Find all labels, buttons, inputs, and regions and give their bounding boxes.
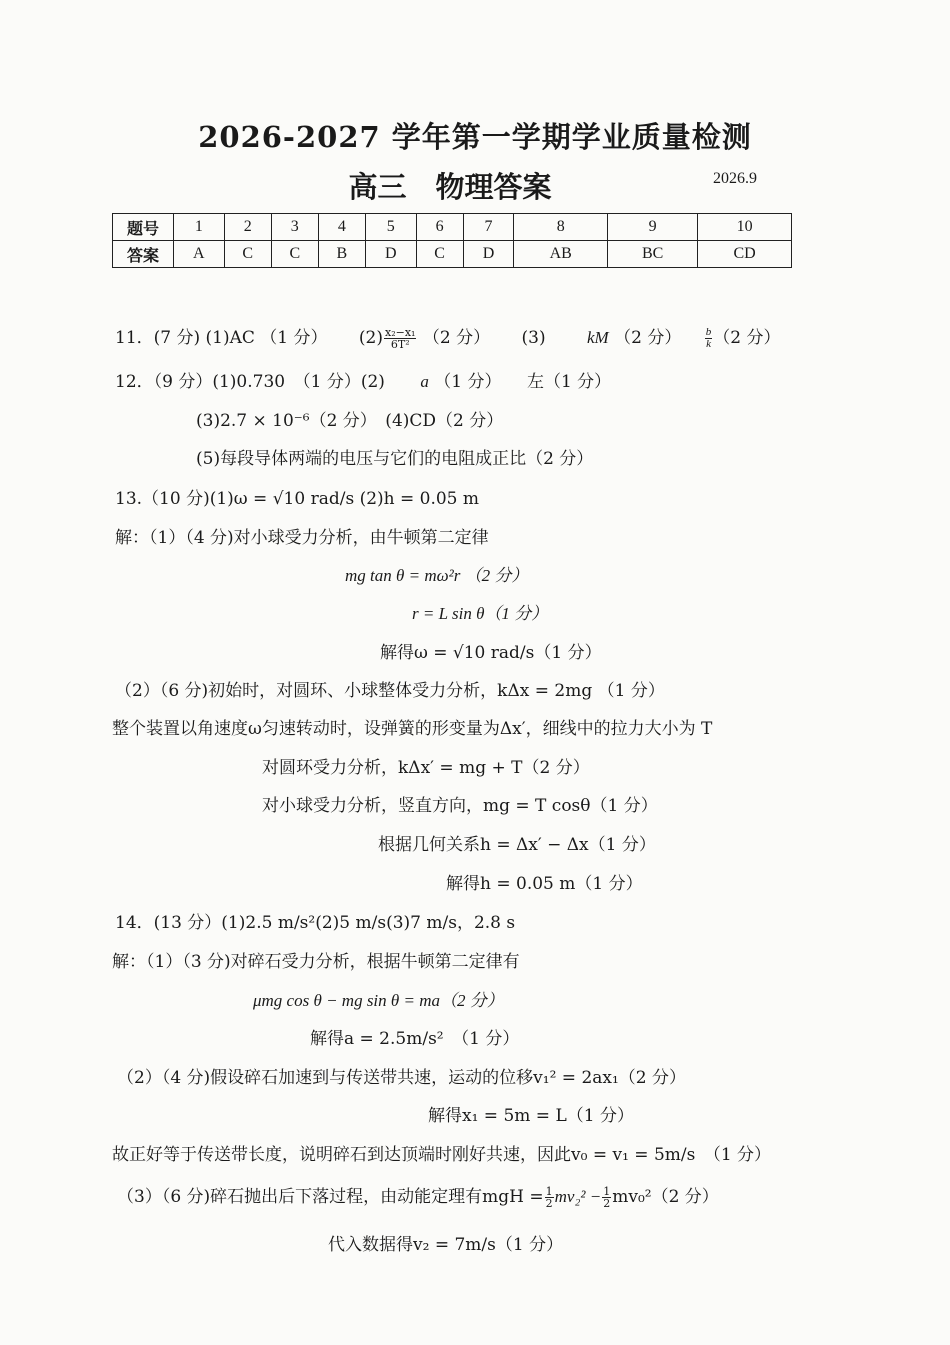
answer-cell: AB [514,241,608,268]
answer-row [113,241,792,268]
q13-equation-3: 解得ω = √10 rad/s（1 分） [380,643,602,663]
q11-part3-label: (3) [521,328,546,348]
q13-header: 13.（10 分)(1)ω = √10 rad/s (2)h = 0.05 m [115,489,480,509]
q14-solution-4 [117,1182,719,1209]
q14-fraction-half-1 [545,1186,554,1209]
q14-equation-3: 解得x₁ = 5m = L（1 分） [428,1106,634,1126]
q14-equation-2: 解得a = 2.5m/s² （1 分） [310,1029,520,1049]
q11-part4-fraction [705,327,713,350]
q13-equation-4: 对圆环受力分析，kΔx′ = mg + T（2 分） [262,758,590,778]
q11-part4-denominator: k [706,338,711,350]
row-label-number: 题号 [113,214,174,241]
answer-cell: C [271,241,318,268]
q11-part2-score: （2 分） [422,328,491,348]
q11-fraction-numerator: x₂−x₁ [385,326,416,339]
answer-cell: C [224,241,271,268]
q12-answer-a: a [420,372,429,391]
answer-cell: A [174,241,225,268]
q12-line-3: (5)每段导体两端的电压与它们的电阻成正比（2 分） [196,449,594,469]
q12-line-1-text: 12．（9 分）(1)0.730 （1 分）(2) [115,372,385,392]
q11-part4-numerator: b [705,326,712,338]
question-number: 9 [608,214,698,241]
q14-solution-1: 解：（1）（3 分)对碎石受力分析，根据牛顿第二定律有 [112,952,520,972]
question-number: 10 [698,214,792,241]
question-number: 6 [416,214,463,241]
q11-part2-label: (2) [358,328,384,348]
question-number: 2 [224,214,271,241]
q13-equation-2: r = L sin θ（1 分） [412,604,549,623]
answer-table [112,213,792,268]
q11-fraction-denominator: 6T² [390,338,410,351]
q11-lead: 11．(7 分) (1)AC （1 分） [115,328,328,348]
q14-fraction-1-numerator: 1 [545,1185,553,1198]
q13-equation-5: 对小球受力分析，竖直方向，mg = T cosθ（1 分） [262,796,658,816]
q11-fraction [384,327,416,350]
answer-cell: D [365,241,416,268]
q13-solution-2: （2）（6 分)初始时，对圆环、小球整体受力分析，kΔx = 2mg （1 分） [115,681,665,701]
q11-line [115,323,781,350]
q11-part4-score: （2 分） [713,328,781,348]
q14-fraction-2-numerator: 1 [603,1185,611,1198]
answer-cell: B [318,241,365,268]
page-subtitle: 高三 物理答案 [348,170,552,204]
answer-cell: C [416,241,463,268]
q12-line-2: (3)2.7 × 10⁻⁶（2 分） (4)CD（2 分） [196,411,504,431]
q14-header: 14．(13 分）(1)2.5 m/s²(2)5 m/s(3)7 m/s，2.8 s [115,913,516,933]
q13-equation-1: mg tan θ = mω²r （2 分） [345,566,529,585]
page-title: 2026-2027 学年第一学期学业质量检测 [198,120,752,154]
q13-equation-6: 根据几何关系h = Δx′ − Δx（1 分） [378,835,656,855]
q11-part3-score: （2 分） [614,328,682,348]
question-number: 8 [514,214,608,241]
question-number: 4 [318,214,365,241]
question-number: 3 [271,214,318,241]
q14-fraction-2-denominator: 2 [603,1197,611,1210]
answer-cell: BC [608,241,698,268]
q14-equation-1: μmg cos θ − mg sin θ = ma（2 分） [253,991,504,1010]
q14-solution-3: 故正好等于传送带长度，说明碎石到达顶端时刚好共速，因此v₀ = v₁ = 5m/s （1 分） [112,1145,772,1165]
q12-line-1-rest: （1 分） 左（1 分） [434,372,612,392]
answer-cell: CD [698,241,792,268]
q13-solution-3: 整个装置以角速度ω匀速转动时，设弹簧的形变量为Δx′，细线中的拉力大小为 T [112,719,713,739]
question-number-row [113,214,792,241]
answer-cell: D [463,241,514,268]
q13-equation-7: 解得h = 0.05 m（1 分） [446,874,643,894]
q14-kinetic-term-2: mv₀²（2 分） [612,1187,719,1207]
question-number: 7 [463,214,514,241]
q14-fraction-half-2 [602,1186,611,1209]
question-number: 5 [365,214,416,241]
q11-part3-value: kM [587,328,609,347]
q13-solution-1: 解：（1）（4 分)对小球受力分析，由牛顿第二定律 [115,528,489,548]
q14-solution-4-text: （3）（6 分)碎石抛出后下落过程，由动能定理有mgH = [117,1187,544,1207]
q14-kinetic-term-1: mv₂² − [554,1187,602,1206]
q14-equation-4: 代入数据得v₂ = 7m/s（1 分） [328,1235,564,1255]
exam-date: 2026.9 [713,170,757,187]
question-number: 1 [174,214,225,241]
row-label-answer: 答案 [113,241,174,268]
q14-fraction-1-denominator: 2 [545,1197,553,1210]
q14-solution-2: （2）（4 分)假设碎石加速到与传送带共速，运动的位移v₁² = 2ax₁（2 分） [117,1068,687,1088]
q12-line-1 [115,367,611,392]
